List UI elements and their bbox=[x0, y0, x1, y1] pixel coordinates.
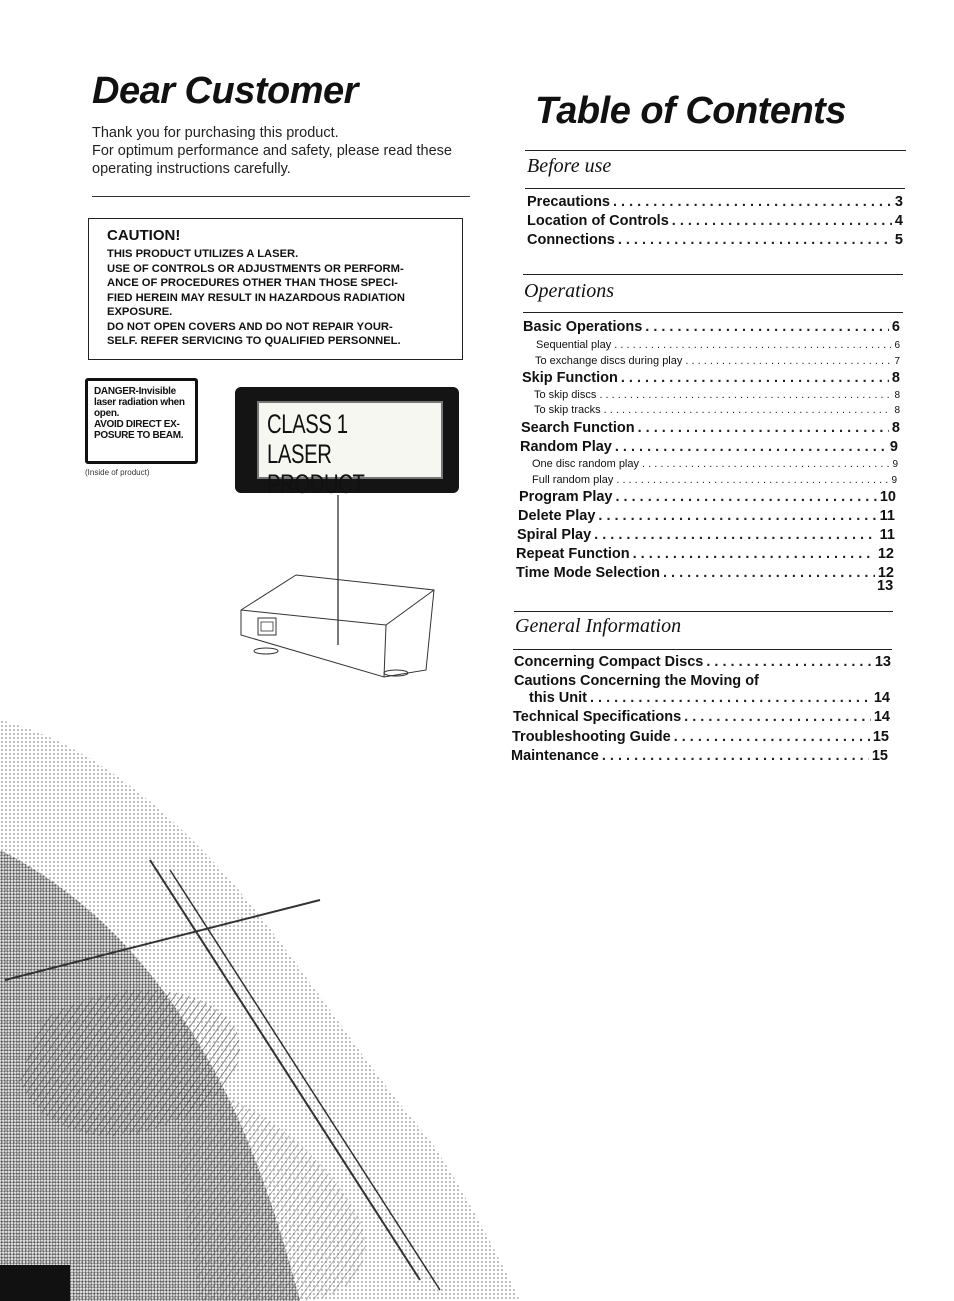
toc-entry-label: Location of Controls bbox=[527, 213, 669, 229]
toc-entry-repeat-function[interactable] bbox=[516, 546, 894, 562]
toc-entry-page: 9 bbox=[889, 439, 898, 455]
toc-entry-program-play[interactable] bbox=[519, 489, 896, 505]
toc-entry-label: Connections bbox=[527, 232, 615, 248]
toc-entry-page: 6 bbox=[894, 340, 900, 351]
toc-entry-label: Skip Function bbox=[522, 370, 618, 386]
toc-entry-random-play[interactable] bbox=[520, 439, 898, 455]
toc-subentry-one-disc-random[interactable] bbox=[532, 458, 898, 470]
danger-line: open. bbox=[94, 408, 120, 419]
toc-entry-page: 8 bbox=[891, 370, 900, 386]
section-rule bbox=[523, 312, 903, 313]
toc-entry-maintenance[interactable] bbox=[511, 748, 888, 764]
section-rule bbox=[513, 649, 892, 650]
laser-label-line-2: LASER PRODUCT bbox=[267, 439, 365, 499]
toc-subentry-skip-discs[interactable] bbox=[534, 389, 900, 401]
danger-line: POSURE TO BEAM. bbox=[94, 430, 184, 441]
cd-player-illustration bbox=[236, 495, 446, 680]
toc-entry-page: 10 bbox=[879, 489, 896, 505]
decorative-still-life-image bbox=[0, 680, 520, 1301]
laser-label-panel bbox=[257, 401, 443, 499]
toc-entry-location-of-controls[interactable] bbox=[527, 213, 903, 229]
toc-entry-page: 6 bbox=[891, 319, 900, 335]
toc-entry-page: 11 bbox=[879, 527, 895, 543]
caution-line: DO NOT OPEN COVERS AND DO NOT REPAIR YOUR- bbox=[107, 320, 393, 333]
section-rule bbox=[525, 150, 906, 151]
section-rule bbox=[523, 274, 903, 275]
toc-entry-troubleshooting-guide[interactable] bbox=[512, 729, 889, 745]
toc-entry-label: Troubleshooting Guide bbox=[512, 729, 671, 745]
toc-entry-label: Sequential play bbox=[536, 339, 612, 351]
toc-entry-label: One disc random play bbox=[532, 458, 639, 470]
toc-entry-label: To skip discs bbox=[534, 389, 597, 401]
toc-entry-label: Delete Play bbox=[518, 508, 596, 524]
toc-entry-label: Program Play bbox=[519, 489, 613, 505]
toc-entry-page: 8 bbox=[894, 405, 900, 416]
intro-text bbox=[92, 124, 472, 178]
laser-label-line-1: CLASS 1 bbox=[267, 409, 348, 439]
caution-title: CAUTION! bbox=[107, 227, 181, 244]
toc-entry-page: 14 bbox=[873, 690, 890, 706]
toc-entry-page: 8 bbox=[891, 420, 900, 436]
toc-entry-page: 9 bbox=[892, 459, 898, 470]
danger-line: laser radiation when bbox=[94, 397, 185, 408]
toc-entry-label: Concerning Compact Discs bbox=[514, 654, 704, 670]
toc-entry-moving-unit[interactable] bbox=[529, 690, 890, 706]
caution-line: USE OF CONTROLS OR ADJUSTMENTS OR PERFORM- bbox=[107, 262, 404, 275]
toc-entry-label: Search Function bbox=[521, 420, 635, 436]
caution-line: SELF. REFER SERVICING TO QUALIFIED PERSONNEL. bbox=[107, 335, 401, 347]
toc-entry-page: 13 bbox=[874, 654, 891, 670]
toc-entry-page: 9 bbox=[891, 475, 897, 486]
caution-line: FIED HEREIN MAY RESULT IN HAZARDOUS RADIATION bbox=[107, 291, 405, 304]
intro-line-1: Thank you for purchasing this product. bbox=[92, 125, 339, 141]
toc-entry-label: this Unit bbox=[529, 690, 587, 706]
toc-entry-search-function[interactable] bbox=[521, 420, 900, 436]
toc-entry-label: To skip tracks bbox=[534, 404, 601, 416]
table-of-contents-title: Table of Contents bbox=[535, 90, 846, 132]
toc-entry-label: Maintenance bbox=[511, 748, 599, 764]
section-heading-general-information: General Information bbox=[515, 615, 682, 637]
intro-line-2: For optimum performance and safety, please read these operating instructions carefully. bbox=[92, 143, 453, 177]
danger-label bbox=[85, 378, 198, 464]
toc-entry-label: Technical Specifications bbox=[513, 709, 682, 725]
toc-entry-page: 12 bbox=[877, 565, 894, 581]
toc-entry-precautions[interactable] bbox=[527, 194, 903, 210]
danger-line: DANGER-Invisible bbox=[94, 386, 176, 397]
toc-subentry-sequential-play[interactable] bbox=[536, 339, 900, 351]
toc-entry-page: 3 bbox=[894, 194, 903, 210]
toc-entry-technical-specifications[interactable] bbox=[513, 709, 890, 725]
toc-subentry-skip-tracks[interactable] bbox=[534, 404, 900, 416]
toc-entry-label: Basic Operations bbox=[523, 319, 643, 335]
toc-entry-page: 11 bbox=[879, 508, 895, 524]
toc-entry-label: Time Mode Selection bbox=[516, 565, 660, 581]
toc-entry-page: 8 bbox=[894, 390, 900, 401]
toc-entry-page: 12 bbox=[877, 546, 894, 562]
toc-entry-connections[interactable] bbox=[527, 232, 903, 248]
toc-entry-label: Full random play bbox=[532, 474, 614, 486]
toc-entry-label: Random Play bbox=[520, 439, 612, 455]
toc-entry-page: 13 bbox=[877, 578, 894, 594]
toc-subentry-exchange-discs[interactable] bbox=[535, 355, 900, 367]
toc-entry-label: To exchange discs during play bbox=[535, 355, 683, 367]
caution-box bbox=[88, 218, 463, 360]
toc-entry-basic-operations[interactable] bbox=[523, 319, 900, 335]
toc-subentry-full-random[interactable] bbox=[532, 474, 897, 486]
section-heading-operations: Operations bbox=[524, 280, 614, 302]
toc-entry-spiral-play[interactable] bbox=[517, 527, 895, 543]
danger-line: AVOID DIRECT EX- bbox=[94, 419, 180, 430]
toc-entry-page: 7 bbox=[894, 356, 900, 367]
caution-line: EXPOSURE. bbox=[107, 306, 173, 318]
section-rule bbox=[514, 611, 893, 612]
toc-entry-page: 14 bbox=[873, 709, 890, 725]
toc-entry-delete-play[interactable] bbox=[518, 508, 895, 524]
class1-laser-label bbox=[235, 387, 459, 499]
toc-entry-page: 5 bbox=[894, 232, 903, 248]
toc-entry-time-mode-selection[interactable] bbox=[516, 565, 894, 581]
toc-entry-compact-discs[interactable] bbox=[514, 654, 891, 670]
toc-entry-label: Repeat Function bbox=[516, 546, 630, 562]
toc-entry-moving-unit-line1[interactable]: Cautions Concerning the Moving of bbox=[514, 673, 759, 689]
toc-entry-page: 4 bbox=[894, 213, 903, 229]
caution-line: THIS PRODUCT UTILIZES A LASER. bbox=[107, 248, 299, 260]
dear-customer-title: Dear Customer bbox=[92, 70, 358, 112]
section-heading-before-use: Before use bbox=[527, 155, 612, 177]
toc-entry-label: Spiral Play bbox=[517, 527, 592, 543]
toc-entry-label: Precautions bbox=[527, 194, 610, 210]
section-rule bbox=[525, 188, 905, 189]
caution-line: ANCE OF PROCEDURES OTHER THAN THOSE SPECI- bbox=[107, 277, 398, 289]
toc-entry-page: 15 bbox=[871, 748, 888, 764]
toc-entry-skip-function[interactable] bbox=[522, 370, 900, 386]
divider bbox=[92, 196, 470, 197]
inside-of-product-note: (Inside of product) bbox=[85, 468, 150, 477]
toc-entry-page: 15 bbox=[872, 729, 889, 745]
